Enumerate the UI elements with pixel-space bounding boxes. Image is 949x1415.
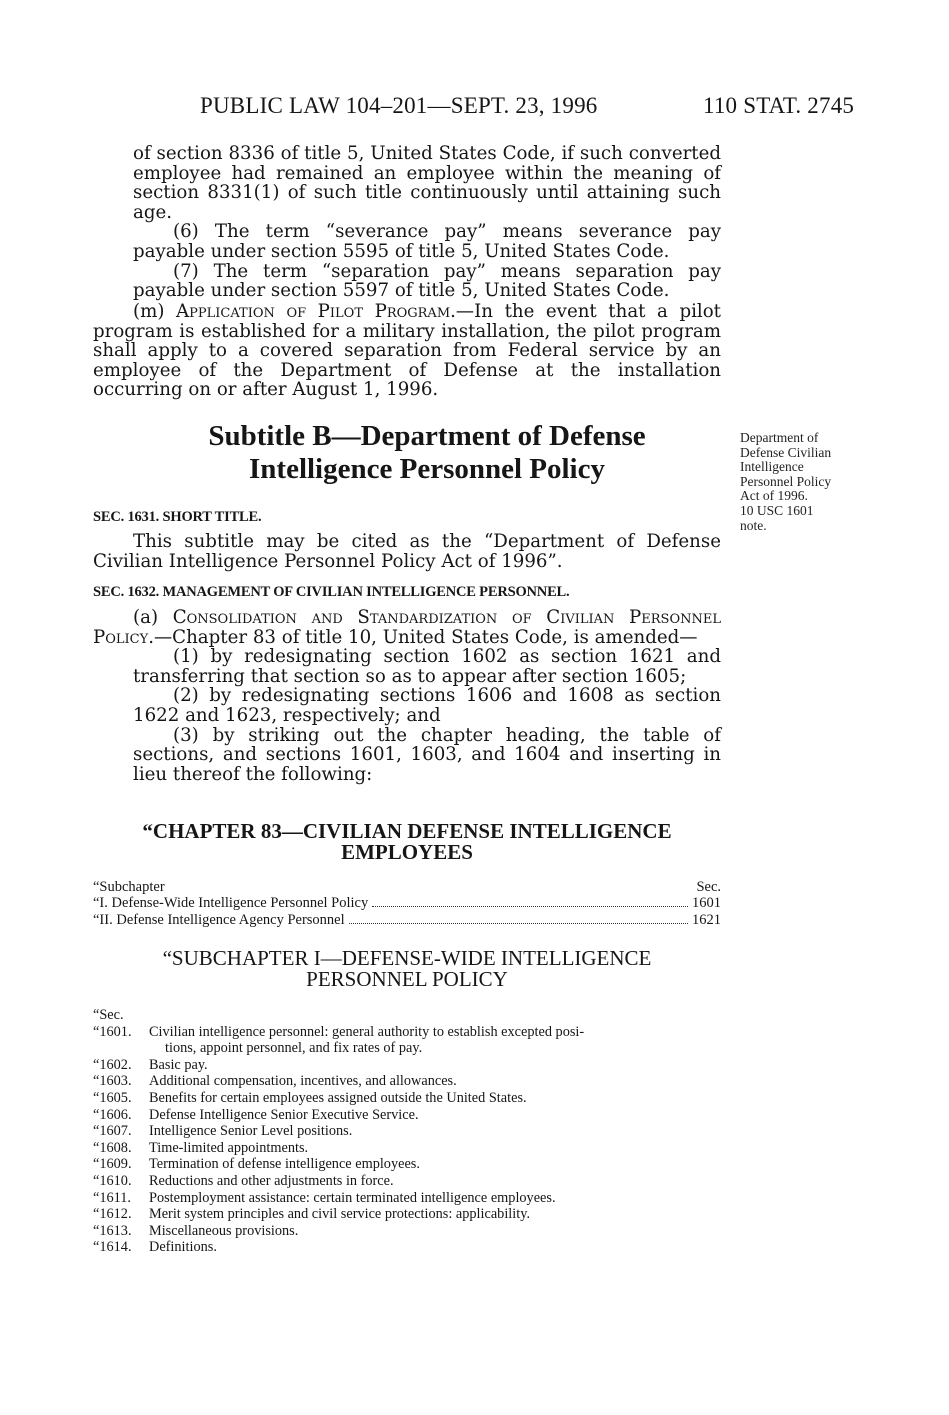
list-item-title: Merit system principles and civil service protections: applicability. <box>149 1206 531 1223</box>
list-item <box>93 1223 729 1240</box>
list-item-title: Definitions. <box>149 1239 217 1256</box>
list-item-title: Miscellaneous provisions. <box>149 1222 299 1239</box>
list-item-title: Postemployment assistance: certain terminated intelligence employees. <box>149 1189 556 1206</box>
list-item-title: Time-limited appointments. <box>149 1139 309 1156</box>
list-item-number: “1606. <box>93 1106 132 1123</box>
subchapter-heading-line-2: PERSONNEL POLICY <box>306 967 508 991</box>
list-item <box>93 1156 729 1173</box>
list-item-title: Reductions and other adjustments in force. <box>149 1172 394 1189</box>
paragraph-continued: of section 8336 of title 5, United States Code, if such converted employee had remained an employee within the meaning of section 8331(1) of such title continuously until attaining such age. <box>133 143 721 223</box>
list-item-title: Termination of defense intelligence employees. <box>149 1156 420 1173</box>
list-item <box>93 1239 729 1256</box>
toc-row <box>93 895 721 911</box>
subtitle-line-2: Intelligence Personnel Policy <box>249 453 605 485</box>
list-item <box>93 1107 729 1124</box>
margin-note-line: Defense Civilian <box>740 444 832 460</box>
toc-row <box>93 912 721 928</box>
list-item-number: “1607. <box>93 1123 132 1140</box>
toc-row-label: “I. Defense-Wide Intelligence Personnel Policy <box>93 895 369 912</box>
list-item <box>93 1173 729 1190</box>
toc-header-left: “Subchapter <box>93 879 165 895</box>
list-item <box>93 1024 729 1057</box>
list-item-title-line: Civilian intelligence personnel: general authority to establish excepted posi- <box>149 1023 585 1040</box>
section-1632-body <box>93 608 721 784</box>
list-item-title <box>149 1024 729 1057</box>
margin-note-line: Intelligence <box>740 459 804 475</box>
margin-note <box>740 431 870 533</box>
subsection-m-body: —In the event that a pilot program is established for a military installation, the pilot program shall apply to a covered separation from Federal service by an employee of the Department of Defense at the installation occurring on or after August 1, 1996. <box>93 301 721 401</box>
toc-leader <box>349 923 688 924</box>
running-head-right: 110 STAT. 2745 <box>703 93 855 118</box>
amendment-item-1: (1) by redesignating section 1602 as section 1621 and transferring that section so as to appear after section 1605; <box>133 646 721 687</box>
list-item-title: Intelligence Senior Level positions. <box>149 1123 353 1140</box>
list-item-title: Defense Intelligence Senior Executive Service. <box>149 1106 419 1123</box>
subsection-m-label: (m) <box>133 301 165 322</box>
toc-row-number: 1601 <box>692 895 721 912</box>
paragraph-6: (6) The term “severance pay” means severance pay payable under section 5595 of title 5, United States Code. <box>133 221 721 262</box>
subsection-m-heading: Application of Pilot Program. <box>176 301 456 322</box>
subsection-a-label: (a) <box>133 607 159 628</box>
subtitle-heading <box>133 420 721 486</box>
subchapter-heading-line-1: “SUBCHAPTER I—DEFENSE-WIDE INTELLIGENCE <box>162 946 652 970</box>
list-item-number: “1613. <box>93 1222 132 1239</box>
list-item-number: “1603. <box>93 1073 132 1090</box>
margin-note-line: Act of 1996. <box>740 488 808 504</box>
amendment-item-3: (3) by striking out the chapter heading, the table of sections, and sections 1601, 1603, and 1604 and inserting in lieu thereof the following: <box>133 724 721 785</box>
subtitle-line-1: Subtitle B—Department of Defense <box>208 420 646 452</box>
chapter-heading <box>93 821 721 863</box>
list-item <box>93 1206 729 1223</box>
list-item <box>93 1073 729 1090</box>
list-item-number: “1608. <box>93 1139 132 1156</box>
running-head-left: PUBLIC LAW 104–201—SEPT. 23, 1996 <box>200 93 598 118</box>
section-1631-text: This subtitle may be cited as the “Department of Defense Civilian Intelligence Personnel Policy Act of 1996”. <box>93 531 721 572</box>
list-item-number: “1609. <box>93 1156 132 1173</box>
toc-row-label: “II. Defense Intelligence Agency Personnel <box>93 911 345 928</box>
subsection-a-body: —Chapter 83 of title 10, United States Code, is amended— <box>153 626 698 648</box>
paragraph-7: (7) The term “separation pay” means separation pay payable under section 5597 of title 5, United States Code. <box>133 260 721 302</box>
toc-leader <box>372 906 688 907</box>
list-item-number: “1612. <box>93 1206 132 1223</box>
section-1632-heading: SEC. 1632. MANAGEMENT OF CIVILIAN INTELLIGENCE PERSONNEL. <box>93 584 570 600</box>
margin-note-line: note. <box>740 517 767 533</box>
toc-row-number: 1621 <box>692 911 721 928</box>
section-1631-heading: SEC. 1631. SHORT TITLE. <box>93 509 262 525</box>
subchapter-heading <box>93 948 721 990</box>
list-item-number: “1610. <box>93 1172 132 1189</box>
section-1631-body <box>93 532 721 571</box>
chapter-table-of-contents <box>93 879 721 928</box>
list-item-number: “1601. <box>93 1023 132 1040</box>
margin-note-line: Personnel Policy <box>740 473 832 489</box>
list-item <box>93 1090 729 1107</box>
section-list <box>93 1007 729 1256</box>
subsection-a <box>93 608 721 647</box>
list-item-number: “1602. <box>93 1056 132 1073</box>
subsection-m <box>93 302 721 400</box>
toc-header <box>93 879 721 895</box>
list-item-title: Basic pay. <box>149 1056 208 1073</box>
list-item <box>93 1190 729 1207</box>
chapter-heading-line-2: EMPLOYEES <box>341 840 473 864</box>
chapter-heading-line-1: “CHAPTER 83—CIVILIAN DEFENSE INTELLIGENCE <box>142 819 672 843</box>
subsection-a-heading: Consolidation and Standardization of Civilian Personnel Policy. <box>93 607 721 648</box>
list-item-number: “1611. <box>93 1189 131 1206</box>
list-item-title: Benefits for certain employees assigned outside the United States. <box>149 1089 527 1106</box>
list-item-title-continued: tions, appoint personnel, and fix rates of pay. <box>165 1040 423 1057</box>
subsection-m-text <box>93 302 721 400</box>
section-list-label: “Sec. <box>93 1007 124 1023</box>
list-item-number: “1614. <box>93 1239 132 1256</box>
margin-note-line: 10 USC 1601 <box>740 502 814 518</box>
margin-note-line: Department of <box>740 430 819 445</box>
list-item <box>93 1057 729 1074</box>
list-item <box>93 1123 729 1140</box>
list-item <box>93 1140 729 1157</box>
list-item-number: “1605. <box>93 1089 132 1106</box>
list-item-title: Additional compensation, incentives, and allowances. <box>149 1073 457 1090</box>
amendment-item-2: (2) by redesignating sections 1606 and 1608 as section 1622 and 1623, respectively; and <box>133 685 721 726</box>
toc-header-right: Sec. <box>696 879 721 895</box>
intro-text <box>133 144 721 301</box>
